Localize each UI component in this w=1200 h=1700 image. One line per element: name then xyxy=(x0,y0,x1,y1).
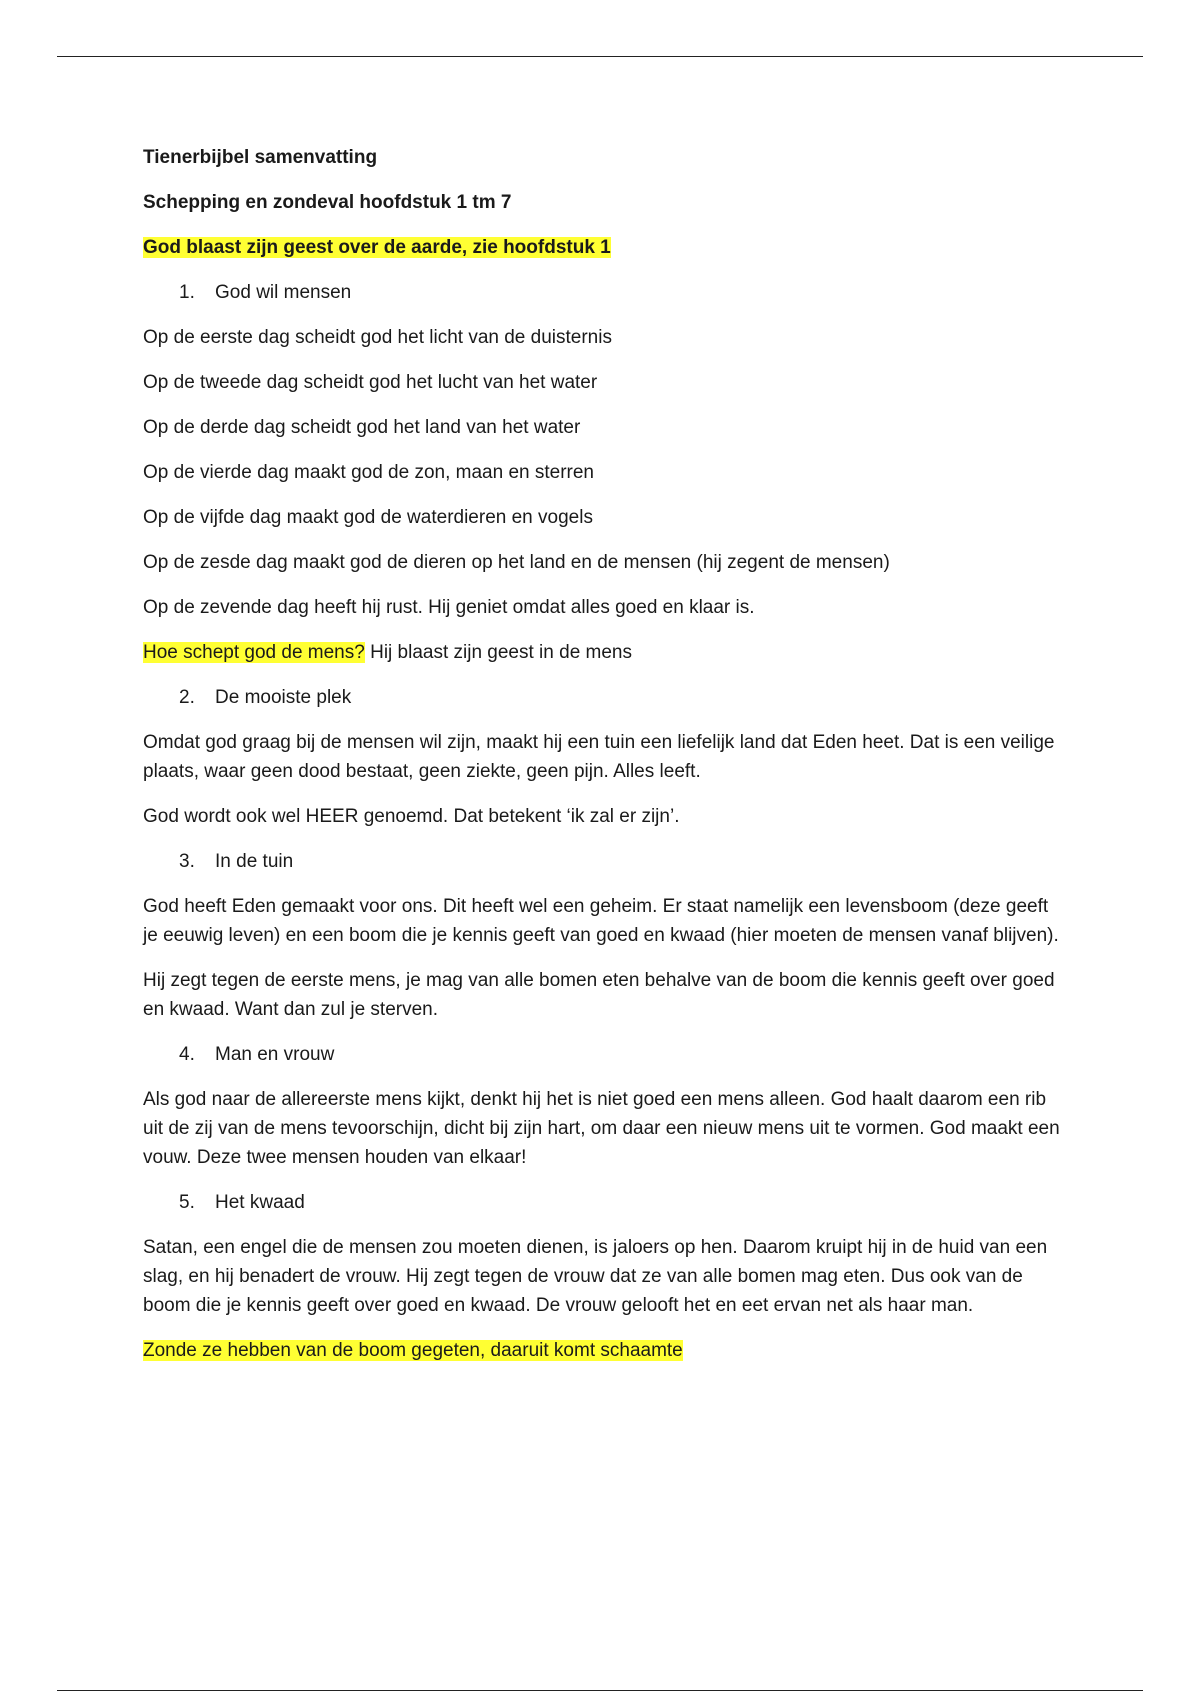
closing-highlight: Zonde ze hebben van de boom gegeten, daaruit komt schaamte xyxy=(143,1340,683,1361)
question-line xyxy=(143,638,1063,667)
day-line-6: Op de zesde dag maakt god de dieren op het land en de mensen (hij zegent de mensen) xyxy=(143,552,890,573)
day-line-2: Op de tweede dag scheidt god het lucht van het water xyxy=(143,372,598,393)
day-line-3: Op de derde dag scheidt god het land van het water xyxy=(143,417,581,438)
day-line-7: Op de zevende dag heeft hij rust. Hij geniet omdat alles goed en klaar is. xyxy=(143,597,755,618)
paragraph: Hij zegt tegen de eerste mens, je mag van alle bomen eten behalve van de boom die kennis geeft over goed en kwaad. Want dan zul je sterven. xyxy=(143,970,1055,1020)
paragraph: Satan, een engel die de mensen zou moeten dienen, is jaloers op hen. Daarom kruipt hij in de huid van een slag, en hij benadert de vrouw. Hij zegt tegen de vrouw dat ze van alle bomen mag eten. Dus ook van de boom die je kennis geeft over goed en kwaad. De vrouw gelooft het en eet ervan net als haar man. xyxy=(143,1237,1048,1316)
paragraph: God heeft Eden gemaakt voor ons. Dit heeft wel een geheim. Er staat namelijk een levensboom (deze geeft je eeuwig leven) en een boom die je kennis geeft van goed en kwaad (hier moeten de mensen vanaf blijven). xyxy=(143,896,1059,946)
document-title: Tienerbijbel samenvatting xyxy=(143,147,378,168)
section-1-heading xyxy=(143,278,1063,307)
question-answer: Hij blaast zijn geest in de mens xyxy=(364,642,632,663)
day-line-4: Op de vierde dag maakt god de zon, maan en sterren xyxy=(143,462,594,483)
section-number: 1. xyxy=(179,282,195,303)
question-highlight: Hoe schept god de mens? xyxy=(143,642,365,663)
intro-highlight-line xyxy=(143,233,1063,262)
intro-highlight: God blaast zijn geest over de aarde, zie hoofdstuk 1 xyxy=(143,237,611,258)
section-3-heading xyxy=(143,847,1063,876)
section-number: 3. xyxy=(179,851,195,872)
document-body xyxy=(143,143,1063,1381)
paragraph: God wordt ook wel HEER genoemd. Dat betekent ‘ik zal er zijn’. xyxy=(143,806,680,827)
section-title: De mooiste plek xyxy=(215,687,352,708)
paragraph: Als god naar de allereerste mens kijkt, denkt hij het is niet goed een mens alleen. God haalt daarom een rib uit de zij van de mens tevoorschijn, dicht bij zijn hart, om daar een nieuw mens uit te vormen. God maakt een vouw. Deze twee mensen houden van elkaar! xyxy=(143,1089,1060,1168)
header-rule xyxy=(57,56,1143,57)
paragraph: Omdat god graag bij de mensen wil zijn, maakt hij een tuin een liefelijk land dat Eden heet. Dat is een veilige plaats, waar geen dood bestaat, geen ziekte, geen pijn. Alles leeft. xyxy=(143,732,1055,782)
section-number: 2. xyxy=(179,687,195,708)
section-title: Man en vrouw xyxy=(215,1044,335,1065)
section-title: In de tuin xyxy=(215,851,294,872)
section-title: Het kwaad xyxy=(215,1192,305,1213)
footer-rule xyxy=(57,1690,1143,1691)
section-4-heading xyxy=(143,1040,1063,1069)
closing-highlight-line xyxy=(143,1336,1063,1365)
section-number: 5. xyxy=(179,1192,195,1213)
document-subtitle: Schepping en zondeval hoofdstuk 1 tm 7 xyxy=(143,192,512,213)
section-title: God wil mensen xyxy=(215,282,352,303)
day-line-5: Op de vijfde dag maakt god de waterdieren en vogels xyxy=(143,507,593,528)
day-line-1: Op de eerste dag scheidt god het licht van de duisternis xyxy=(143,327,612,348)
section-5-heading xyxy=(143,1188,1063,1217)
section-number: 4. xyxy=(179,1044,195,1065)
section-2-heading xyxy=(143,683,1063,712)
